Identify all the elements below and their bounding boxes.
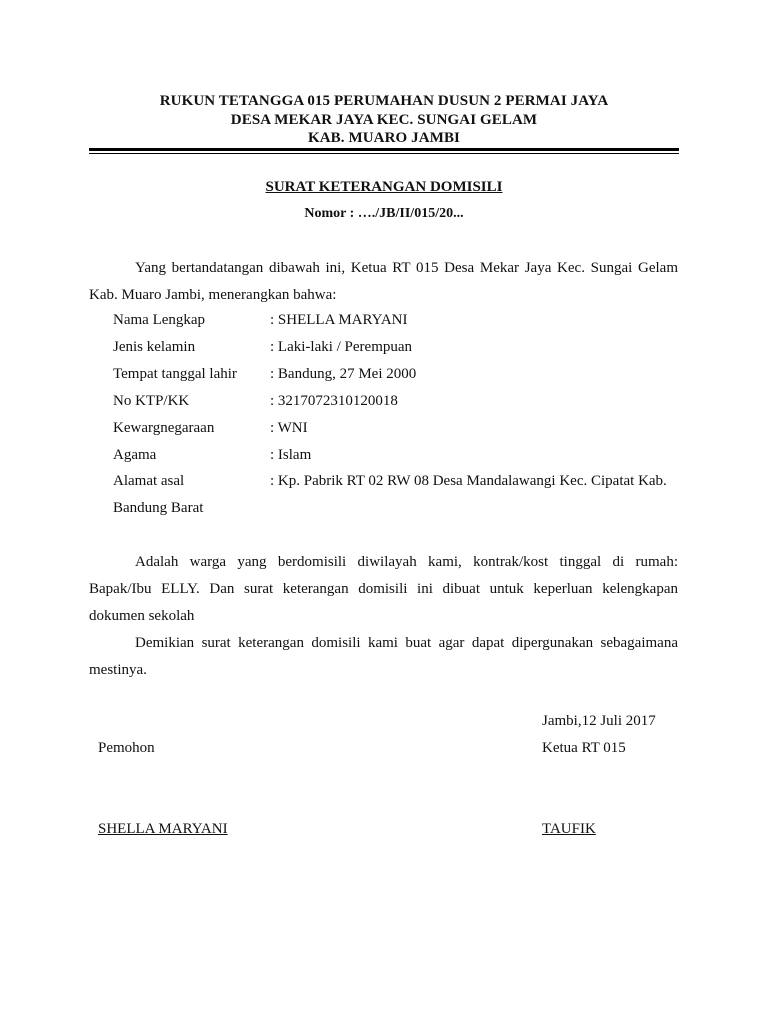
field-value-nama: : SHELLA MARYANI [270, 312, 408, 328]
field-label-agama: Agama [113, 447, 157, 463]
field-label-ttl: Tempat tanggal lahir [113, 366, 237, 382]
field-value-agama: : Islam [270, 447, 312, 463]
body-para-1-line-1 [89, 549, 678, 576]
applicant-label: Pemohon [98, 740, 155, 756]
header-line-3: KAB. MUARO JAMBI [307, 130, 460, 146]
body-para-1-line-2: Bapak/Ibu ELLY. Dan surat keterangan domisili ini dibuat untuk keperluan kelengkapan [89, 581, 678, 597]
field-value-alamat: : Kp. Pabrik RT 02 RW 08 Desa Mandalawangi Kec. Cipatat Kab. [270, 473, 667, 489]
field-label-kewarganegaraan: Kewargnegaraan [113, 420, 215, 436]
letter-title [0, 179, 768, 196]
intro-line-2: Kab. Muaro Jambi, menerangkan bahwa: [89, 287, 337, 303]
field-value-jenis-kelamin: : Laki-laki / Perempuan [270, 339, 413, 355]
applicant-name: SHELLA MARYANI [98, 821, 228, 837]
intro-line-1 [89, 255, 678, 282]
intro-line-1-text: Yang bertandatangan dibawah ini, Ketua RT 015 Desa Mekar Jaya Kec. Sungai Gelam [135, 260, 678, 276]
field-value-ktp: : 3217072310120018 [270, 393, 398, 409]
body-para-1-line-3: dokumen sekolah [89, 608, 195, 624]
field-value-ttl: : Bandung, 27 Mei 2000 [270, 366, 417, 382]
chief-name: TAUFIK [542, 821, 596, 837]
header-line-2: DESA MEKAR JAYA KEC. SUNGAI GELAM [230, 112, 538, 128]
header-divider-thick [89, 148, 679, 151]
field-label-nama: Nama Lengkap [113, 312, 206, 328]
header-line-1: RUKUN TETANGGA 015 PERUMAHAN DUSUN 2 PERMAI JAYA [159, 93, 609, 109]
address-continuation: Bandung Barat [113, 500, 204, 516]
place-date: Jambi,12 Juli 2017 [542, 713, 656, 729]
letter-number: Nomor : …./JB/II/015/20... [304, 206, 464, 221]
field-value-kewarganegaraan: : WNI [270, 420, 308, 436]
chief-label: Ketua RT 015 [542, 740, 626, 756]
field-label-ktp: No KTP/KK [113, 393, 190, 409]
body-para-2-line-1 [89, 630, 678, 657]
letter-title-text: SURAT KETERANGAN DOMISILI [265, 179, 503, 195]
body-para-2-line-2: mestinya. [89, 662, 147, 678]
field-label-alamat: Alamat asal [113, 473, 185, 489]
body-para-1-line-1-text: Adalah warga yang berdomisili diwilayah kami, kontrak/kost tinggal di rumah: [135, 554, 678, 570]
header-divider-thin [89, 153, 679, 154]
field-label-jenis-kelamin: Jenis kelamin [113, 339, 196, 355]
body-para-2-line-1-text: Demikian surat keterangan domisili kami buat agar dapat dipergunakan sebagaimana [135, 635, 678, 651]
